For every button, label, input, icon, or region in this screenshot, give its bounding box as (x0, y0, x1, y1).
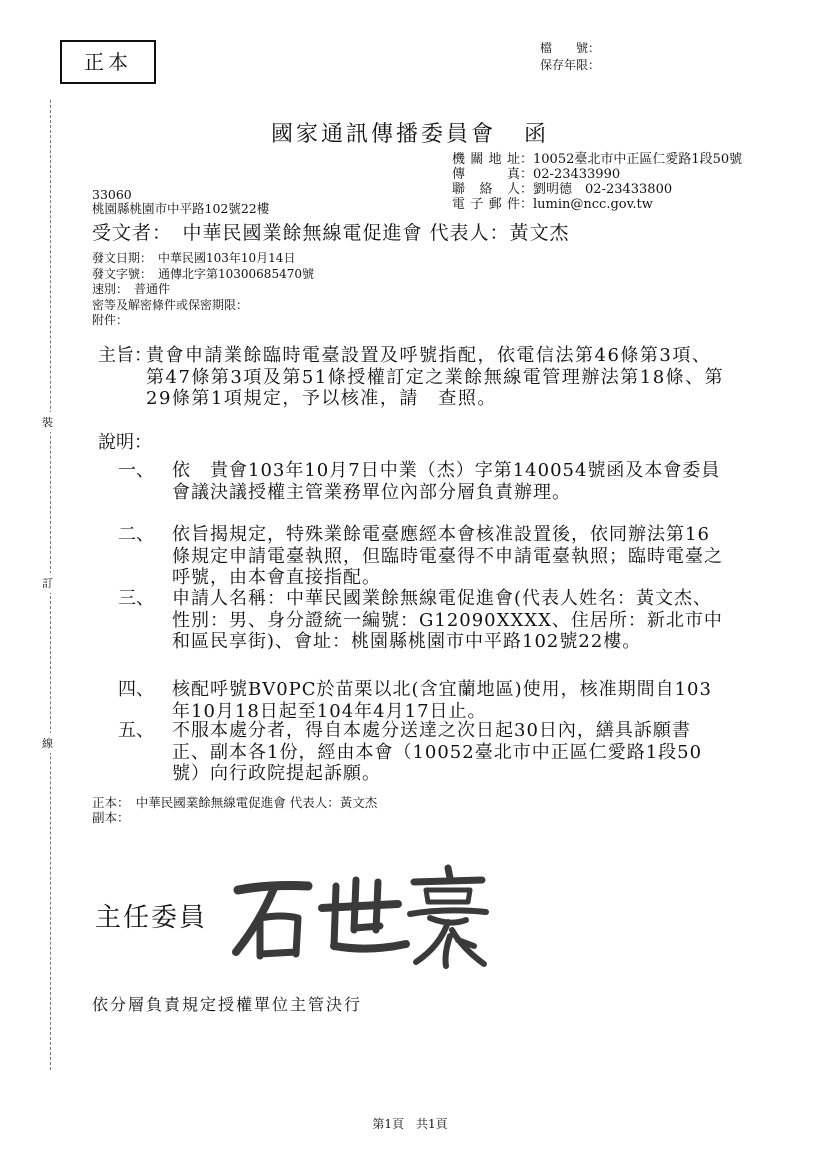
item-number: 一、 (118, 460, 154, 481)
contact-label: 電子郵件 (452, 197, 520, 212)
document-meta (92, 251, 314, 329)
authority-statement: 依分層負責規定授權單位主管決行 (92, 995, 363, 1014)
contact-row: 電子郵件：lumin@ncc.gov.tw (452, 197, 653, 212)
contact-block (452, 152, 742, 212)
subject-text: 貴會申請業餘臨時電臺設置及呼號指配，依電信法第46條第3項、第47條第3項及第51條授權訂定之業餘無線電管理辦法第18條、第29條第1項規定，予以核准，請 查照。 (146, 345, 725, 409)
original-recipient: 正本： 中華民國業餘無線電促進會 代表人：黃文杰 (92, 795, 378, 810)
binding-mark-zhuang: 裝 (42, 412, 53, 432)
contact-value: 10052臺北市中正區仁愛路1段50號 (533, 152, 743, 167)
contact-value: lumin@ncc.gov.tw (533, 197, 653, 212)
item-number: 三、 (118, 588, 154, 609)
item-number: 四、 (118, 679, 154, 700)
explanation-label: 說明： (98, 432, 152, 453)
contact-label: 傳 真 (452, 167, 520, 182)
issuing-agency: 國家通訊傳播委員會 (270, 122, 496, 147)
item-number: 五、 (118, 720, 154, 741)
item-number: 二、 (118, 524, 154, 545)
binding-mark-ding: 訂 (42, 573, 53, 593)
postal-code: 33060 (92, 187, 132, 202)
recipient-line: 受文者： 中華民國業餘無線電促進會 代表人：黃文杰 (92, 222, 570, 244)
document-title (0, 117, 820, 148)
contact-label: 聯 絡 人 (452, 182, 520, 197)
copy-recipient: 副本： (92, 810, 130, 825)
contact-row: 傳 真：02-23433990 (452, 167, 621, 182)
document-number: 發文字號： 通傳北字第10300685470號 (92, 266, 314, 281)
classification: 密等及解密條件或保密期限： (92, 297, 249, 312)
contact-row: 機關地址：10052臺北市中正區仁愛路1段50號 (452, 152, 743, 167)
street-address: 桃園縣桃園市中平路102號22樓 (92, 201, 270, 216)
retention-label: 保存年限： (540, 58, 601, 72)
contact-label: 機關地址 (452, 152, 520, 167)
file-number-label: 檔 號： (540, 41, 601, 55)
contact-row: 聯 絡 人：劉明德 02-23433800 (452, 182, 673, 197)
recipient-address (92, 188, 269, 216)
page-number: 第1頁 共1頁 (372, 1117, 448, 1131)
attachments: 附件： (92, 313, 129, 327)
issue-date: 發文日期： 中華民國103年10月14日 (92, 251, 296, 265)
binding-mark-xian: 線 (42, 733, 53, 753)
contact-value: 劉明德 02-23433800 (533, 182, 673, 197)
original-copy-stamp: 正本 (60, 40, 156, 84)
item-text: 依 貴會103年10月7日中業（杰）字第140054號函及本會委員會議決議授權主管業務單位內部分層負責辦理。 (172, 460, 721, 503)
subject-label: 主旨： (98, 345, 152, 366)
archive-info (540, 40, 600, 74)
item-text: 依旨揭規定，特殊業餘電臺應經本會核准設置後，依同辦法第16條規定申請電臺執照，但臨時電臺得不申請電臺執照；臨時電臺之呼號，由本會直接指配。 (172, 524, 723, 588)
item-text: 申請人名稱：中華民國業餘無線電促進會(代表人姓名：黃文杰、性別：男、身分證統一編號：G12090XXXX、住居所：新北市中和區民享街)、會址：桃園縣桃園市中平路102號22樓。 (172, 588, 723, 652)
speed-class: 速別： 普通件 (92, 282, 171, 296)
copies-block (92, 795, 377, 825)
item-text: 核配呼號BV0PC於苗栗以北(含宜蘭地區)使用，核准期間自103年10月18日起至104年4月17日止。 (172, 679, 712, 722)
handwritten-signature (230, 860, 490, 970)
contact-value: 02-23433990 (533, 167, 621, 182)
document-type: 函 (524, 122, 550, 147)
item-text: 不服本處分者，得自本處分送達之次日起30日內，繕具訴願書正、副本各1份，經由本會（10052臺北市中正區仁愛路1段50號）向行政院提起訴願。 (172, 720, 703, 784)
signer-title: 主任委員 (95, 903, 208, 933)
